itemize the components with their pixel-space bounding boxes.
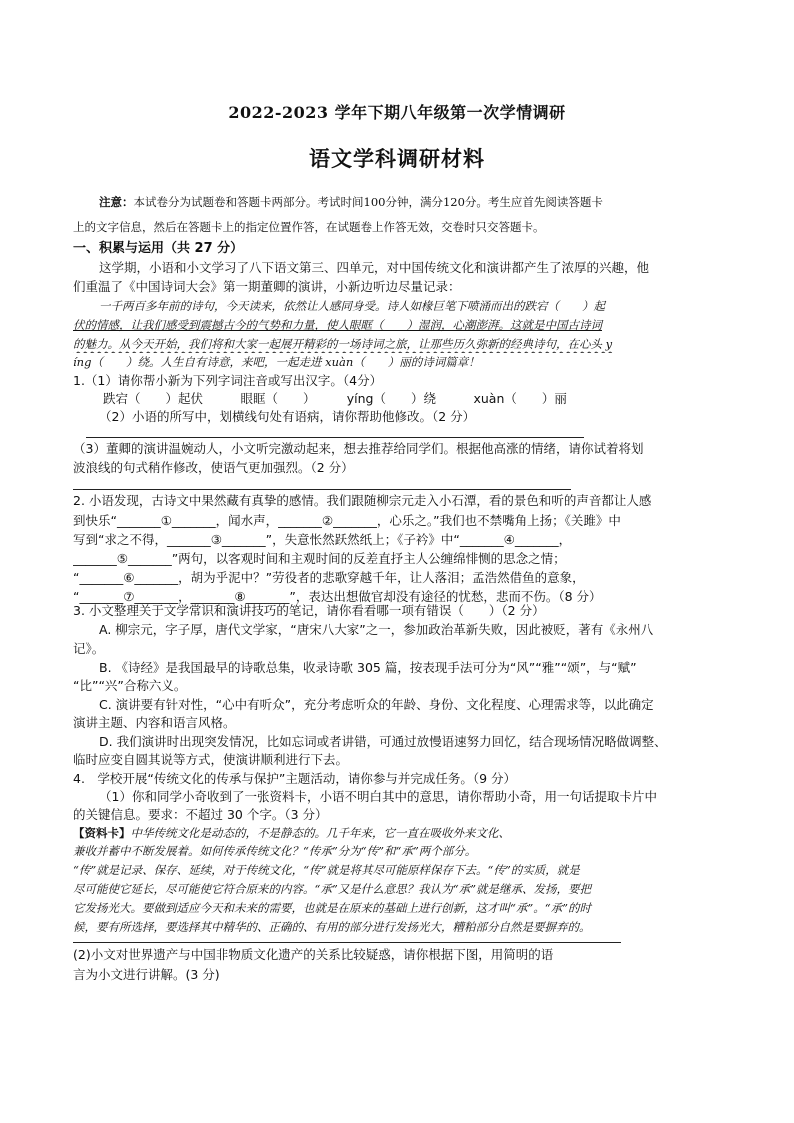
answer-line-1[interactable] bbox=[86, 437, 584, 438]
q2-line-1: 2. 小语发现，古诗文中果然藏有真挚的感情。我们跟随柳宗元走入小石潭，看的景色和听的声音都让人感 bbox=[73, 493, 652, 508]
notice-line-1 bbox=[73, 193, 723, 211]
resource-card-text-1: 中华传统文化是动态的，不是静态的。几千年来，它一直在吸收外来文化、 bbox=[130, 826, 510, 840]
speech-line-2 bbox=[73, 316, 723, 334]
speech-line-1: 一千两百多年前的诗句，今天读来，依然让人感同身受。诗人如椽巨笔下喷涌而出的跌宕（ ）起 bbox=[99, 299, 605, 313]
q1-part-1: 1.（1）请你帮小新为下列字词注音或写出汉字。（4分） bbox=[73, 373, 383, 388]
q4-part-1-line-1: （1）你和同学小奇收到了一张资料卡，小语不明白其中的意思，请你帮助小奇，用一句话提取卡片中 bbox=[99, 789, 657, 804]
resource-card-line-1 bbox=[73, 824, 723, 842]
resource-card-line-2: 兼收并蓄中不断发展着。如何传承传统文化？“传承”分为“传”和“承”两个部分。 bbox=[73, 844, 477, 858]
q4-part-2-line-1: (2)小文对世界遗产与中国非物质文化遗产的关系比较疑惑，请你根据下图，用简明的语 bbox=[73, 947, 554, 962]
q1-items: 跌宕（ ）起伏 眼眶（ ） yíng（ ）绕 xuàn（ ）丽 bbox=[103, 391, 567, 406]
resource-card-label: 【资料卡】 bbox=[73, 826, 131, 840]
q4-stem: 4. 学校开展“传统文化的传承与保护”主题活动，请你参与并完成任务。（9 分） bbox=[73, 771, 517, 786]
exam-title: 2022-2023 学年下期八年级第一次学情调研 bbox=[228, 103, 566, 122]
answer-line-3[interactable] bbox=[73, 942, 621, 943]
notice-label: 注意： bbox=[99, 195, 134, 209]
resource-card-line-4: 尽可能使它延长，尽可能使它符合原来的内容。“承”又是什么意思？我认为“承”就是继承、发扬，要把 bbox=[73, 882, 592, 896]
intro-line-1: 这学期，小语和小文学习了八下语文第三、四单元，对中国传统文化和演讲都产生了浓厚的兴趣，他 bbox=[99, 260, 650, 275]
resource-card-line-6: 候，要有所选择，要选择其中精华的、正确的、有用的部分进行发扬光大，糟粕部分自然是要摒弃的。 bbox=[73, 920, 591, 934]
speech-wavy-sentence: 的魅力。从今天开始，我们将和大家一起展开精彩的一场诗词之旅，让那些历久弥新的经典诗句，在心头 y bbox=[73, 337, 613, 351]
q1-part-3-line-2: 波浪线的句式稍作修改，使语气更加强烈。（2 分） bbox=[73, 460, 354, 475]
resource-card-line-5: 它发扬光大。要做到适应今天和未来的需要，也就是在原来的基础上进行创新，这才叫“承”。“承”的时 bbox=[73, 901, 592, 915]
q1-part-2: （2）小语的所写中，划横线句处有语病，请你帮助他修改。（2 分） bbox=[99, 409, 476, 424]
notice-text-1: 本试卷分为试题卷和答题卡两部分。考试时间100分钟，满分120分。考生应首先阅读答题卡 bbox=[133, 195, 603, 209]
speech-underlined-sentence: 伏的情感，让我们感受到震撼古今的气势和力量，使人眼眶（ ）湿润，心潮澎湃。这就是中国古诗词 bbox=[73, 318, 602, 332]
exam-subtitle: 语文学科调研材料 bbox=[309, 146, 485, 171]
q2-line-3: 写到“求之不得，_______③_______”，失意怅然跃然纸上；《子衿》中“_______④_______， bbox=[73, 532, 572, 547]
q1-part-3-line-1: （3）董卿的演讲温婉动人，小文听完激动起来，想去推荐给同学们。根据他高涨的情绪，请你试着将划 bbox=[73, 441, 644, 456]
resource-card-line-3: “传”就是记录、保存、延续，对于传统文化，“传”就是将其尽可能原样保存下去。“传”的实质，就是 bbox=[73, 863, 580, 877]
section-1-title: 一、积累与运用（共 27 分） bbox=[73, 241, 244, 256]
q3-option-d-line-1: D. 我们演讲时出现突发情况，比如忘词或者讲错，可通过放慢语速努力回忆，结合现场情况略做调整、 bbox=[99, 734, 667, 749]
intro-line-2: 们重温了《中国诗词大会》第一期董卿的演讲，小新边听边尽量记录： bbox=[73, 279, 461, 294]
answer-line-2[interactable] bbox=[73, 489, 571, 490]
q2-line-4: _______⑤_______”两句，以客观时间和主观时间的反差直抒主人公缠绵悱恻的思念之情； bbox=[73, 551, 566, 566]
q3-option-b-line-1: B. 《诗经》是我国最早的诗歌总集，收录诗歌 305 篇，按表现手法可分为“风”“雅”“颂”，与“赋” bbox=[99, 660, 637, 675]
q4-part-2-line-2: 言为小文进行讲解。(3 分) bbox=[73, 967, 220, 982]
q2-line-2: 到快乐“_______①_______，闻水声，_______②_______，心乐之。”我们也不禁嘴角上扬；《关雎》中 bbox=[73, 513, 621, 528]
q3-option-c-line-2: 演讲主题、内容和语言风格。 bbox=[73, 715, 236, 730]
speech-line-3 bbox=[73, 335, 723, 353]
q3-option-b-line-2: “比”“兴”合称六义。 bbox=[73, 678, 187, 693]
q2-line-6: “_______⑦_______，_______⑧_______”，表达出想做官却没有途径的忧愁，悲而不伤。（8 分） bbox=[73, 589, 602, 604]
speech-line-4: íng（ ）绕。人生自有诗意，来吧，一起走进 xuàn（ ）丽的诗词篇章！ bbox=[73, 355, 480, 369]
q3-option-a-line-1: A. 柳宗元，字子厚，唐代文学家，“唐宋八大家”之一，参加政治革新失败，因此被贬，著有《永州八 bbox=[99, 622, 654, 637]
q3-option-c-line-1: C. 演讲要有针对性，“心中有听众”，充分考虑听众的年龄、身份、文化程度、心理需求等，以此确定 bbox=[99, 697, 654, 712]
q4-part-1-line-2: 的关键信息。要求：不超过 30 个字。（3 分） bbox=[73, 807, 328, 822]
q3-stem: 3. 小文整理关于文学常识和演讲技巧的笔记，请你看看哪一项有错误（ ）（2 分） bbox=[73, 603, 545, 618]
q3-option-d-line-2: 临时应变自圆其说等方式，使演讲顺利进行下去。 bbox=[73, 752, 349, 767]
notice-line-2: 上的文字信息，然后在答题卡上的指定位置作答，在试题卷上作答无效，交卷时只交答题卡。 bbox=[73, 220, 545, 234]
q2-line-5: “_______⑥_______，胡为乎泥中？”劳役者的悲歌穿越千年，让人落泪；孟浩然借鱼的意象， bbox=[73, 570, 585, 585]
q3-option-a-line-2: 记》。 bbox=[73, 641, 105, 656]
